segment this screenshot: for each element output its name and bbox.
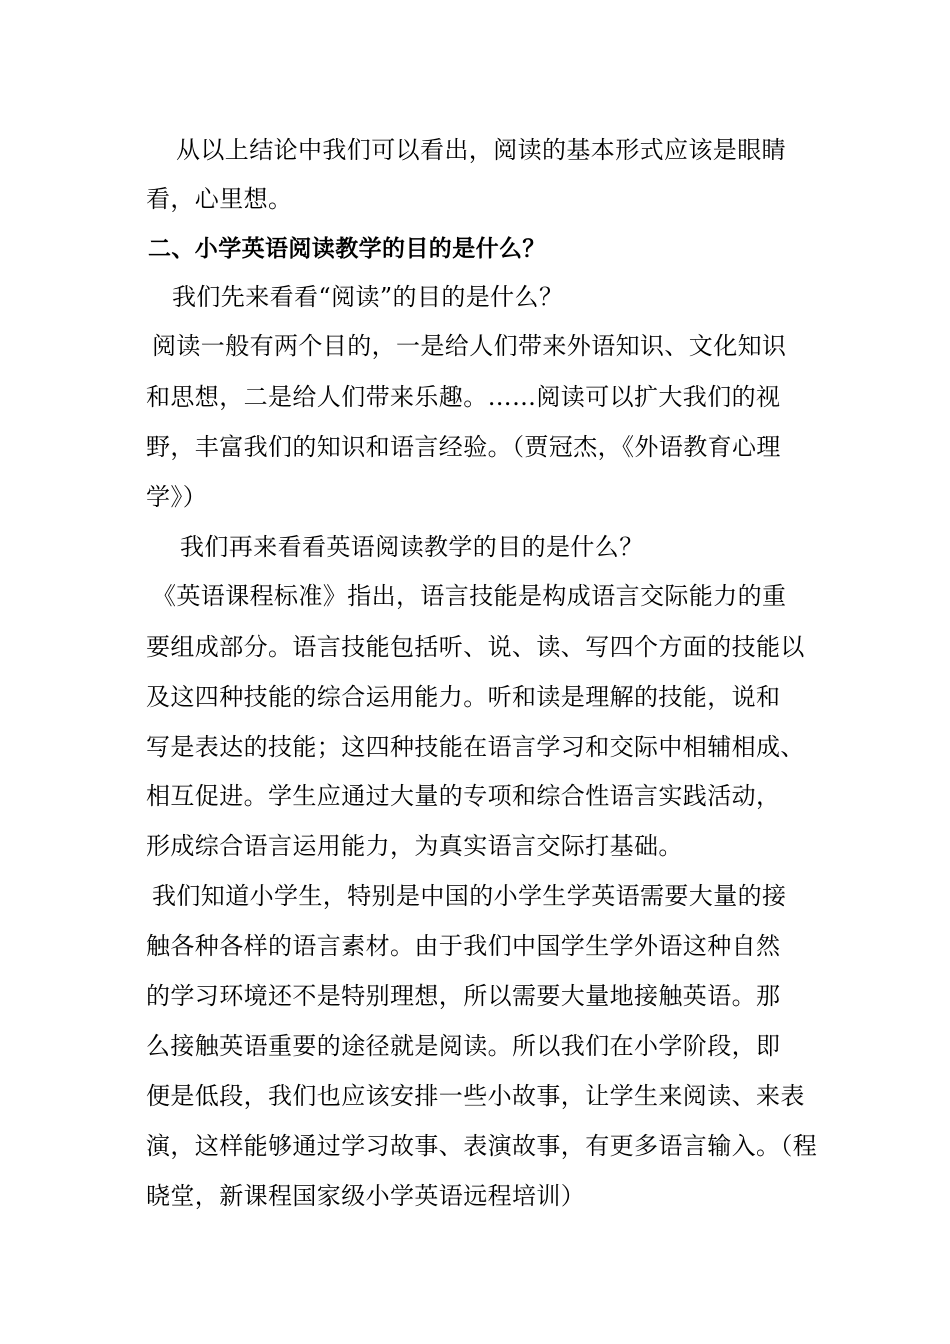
paragraph-line: 学》） — [146, 483, 208, 511]
paragraph-line: 我们先来看看“阅读”的目的是什么？ — [172, 283, 564, 311]
paragraph-line: 《英语课程标准》指出，语言技能是构成语言交际能力的重 — [152, 582, 787, 610]
paragraph-line: 触各种各样的语言素材。由于我们中国学生学外语这种自然 — [146, 932, 781, 960]
paragraph-line: 野，丰富我们的知识和语言经验。（贾冠杰，《外语教育心理 — [146, 433, 781, 461]
paragraph-line: 么接触英语重要的途径就是阅读。所以我们在小学阶段，即 — [146, 1032, 781, 1060]
paragraph-line: 看，心里想。 — [146, 185, 293, 213]
paragraph-line: 和思想，二是给人们带来乐趣。……阅读可以扩大我们的视 — [146, 383, 781, 411]
paragraph-line: 阅读一般有两个目的，一是给人们带来外语知识、文化知识 — [152, 332, 787, 360]
paragraph-line: 演，这样能够通过学习故事、表演故事，有更多语言输入。（程 — [146, 1132, 818, 1160]
paragraph-line: 要组成部分。语言技能包括听、说、读、写四个方面的技能以 — [146, 633, 805, 661]
paragraph-line: 的学习环境还不是特别理想，所以需要大量地接触英语。那 — [146, 982, 781, 1010]
section-heading: 二、小学英语阅读教学的目的是什么？ — [148, 236, 546, 262]
paragraph-line: 及这四种技能的综合运用能力。听和读是理解的技能，说和 — [146, 683, 781, 711]
paragraph-line: 从以上结论中我们可以看出，阅读的基本形式应该是眼睛 — [176, 136, 786, 164]
paragraph-line: 我们再来看看英语阅读教学的目的是什么？ — [180, 533, 644, 561]
paragraph-line: 形成综合语言运用能力，为真实语言交际打基础。 — [146, 832, 683, 860]
paragraph-line: 便是低段，我们也应该安排一些小故事，让学生来阅读、来表 — [146, 1082, 805, 1110]
paragraph-line: 相互促进。学生应通过大量的专项和综合性语言实践活动， — [146, 782, 781, 810]
paragraph-line: 写是表达的技能；这四种技能在语言学习和交际中相辅相成、 — [146, 733, 805, 761]
paragraph-line: 我们知道小学生，特别是中国的小学生学英语需要大量的接 — [152, 882, 787, 910]
paragraph-line: 晓堂，新课程国家级小学英语远程培训） — [146, 1182, 586, 1210]
